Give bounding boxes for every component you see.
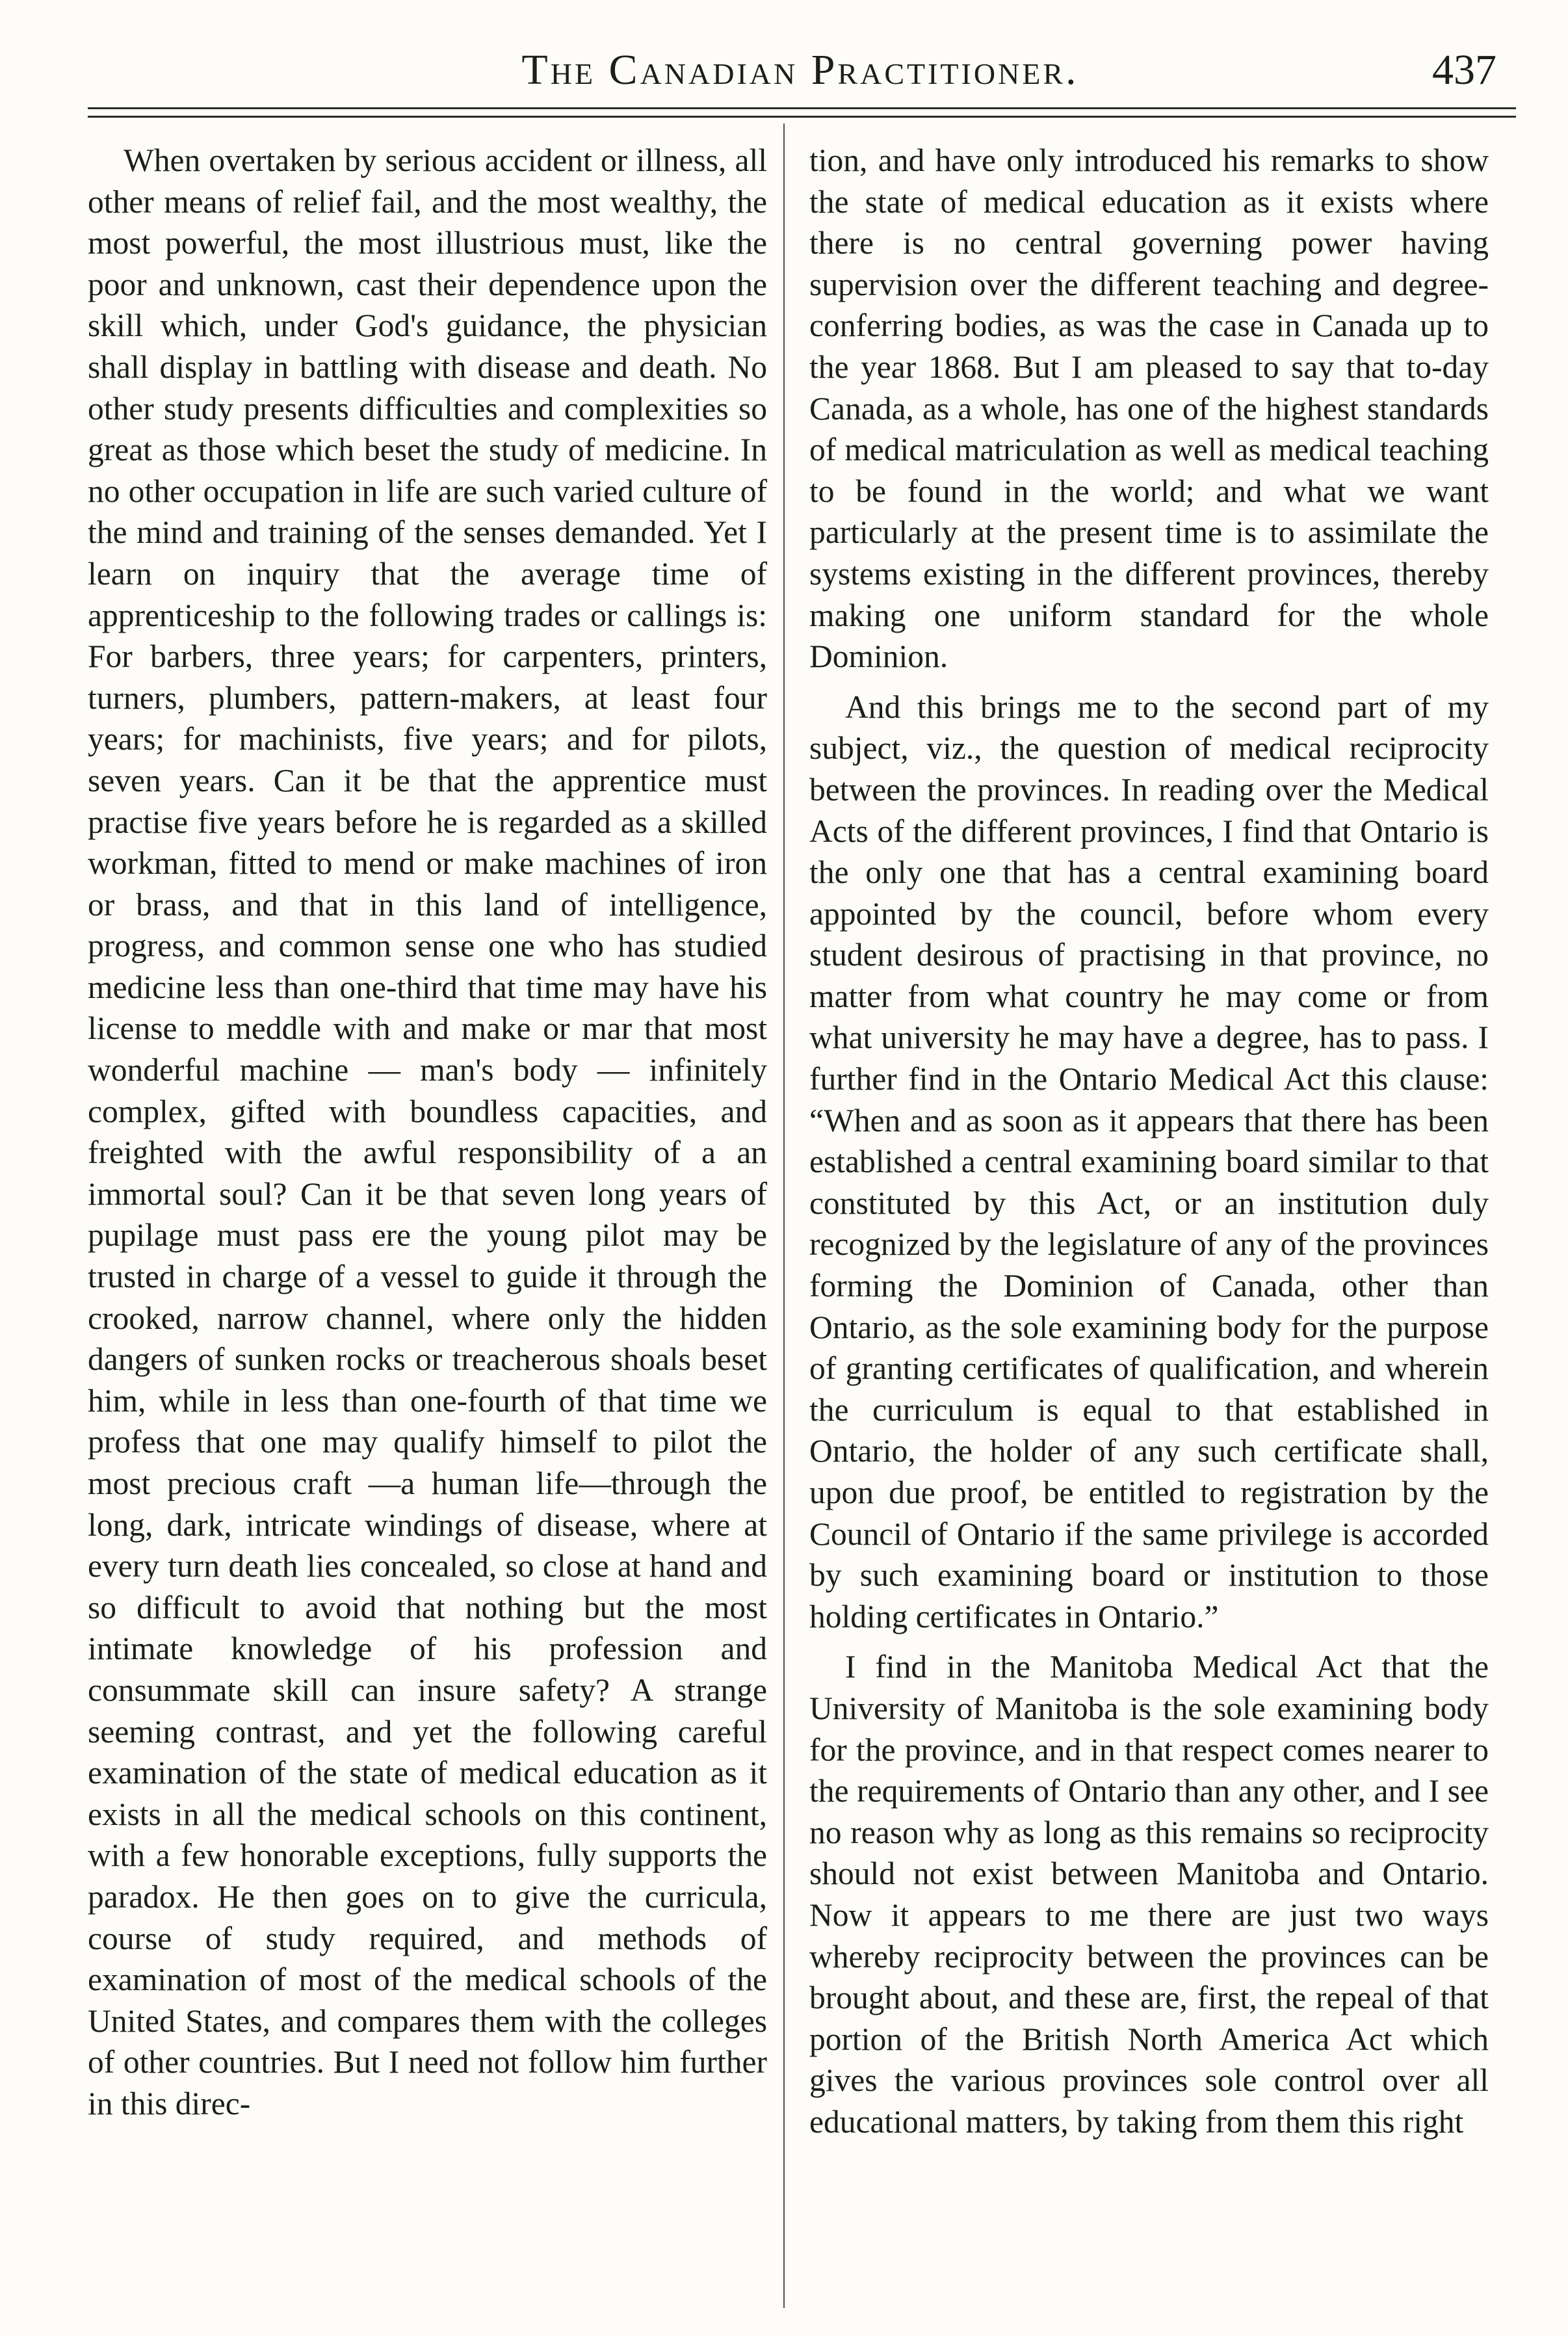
right-paragraph-3: I find in the Manitoba Medical Act that the University of Manitoba is the sole examining body for the province, and in that respect comes nearer to the requirements of Ontario than any other, and I see no reason why as long as this remains so reciprocity should not exist between Manitoba and Ontario. Now it appears to me there are just two ways whereby reciprocity between the provinces can be brought about, and these are, first, the repeal of that portion of the British North America Act which gives the various provinces sole control over all educational matters, by taking from them this right <box>809 1649 1489 2140</box>
right-paragraph-1: tion, and have only introduced his remarks to show the state of medical education as it exists where there is no central governing power having supervision over the different teaching and degree-conferring bodies, as was the case in Canada up to the year 1868. But I am pleased to say that to-day Canada, as a whole, has one of the highest standards of medical matriculation as well as medical teaching to be found in the world; and what we want particularly at the present time is to assimilate the systems existing in the different provinces, thereby making one uniform standard for the whole Dominion. <box>809 142 1489 675</box>
header-rule-bottom <box>88 116 1516 118</box>
page-header <box>85 39 1516 111</box>
left-column <box>88 140 767 2125</box>
page-number: 437 <box>1432 46 1496 94</box>
column-divider <box>783 124 785 2308</box>
header-rule-top <box>88 107 1516 109</box>
left-paragraph-1: When overtaken by serious accident or illness, all other means of relief fail, and the most wealthy, the most powerful, the most illustrious must, like the poor and unknown, cast their dependence upon the skill which, under God's guidance, the physician shall display in battling with disease and death. No other study presents difficulties and complexities so great as those which beset the study of medicine. In no other occupation in life are such varied culture of the mind and training of the senses demanded. Yet I learn on inquiry that the average time of apprenticeship to the following trades or callings is: For barbers, three years; for carpenters, printers, turners, plumbers, pattern-makers, at least four years; for machinists, five years; and for pilots, seven years. Can it be that the apprentice must practise five years before he is regarded as a skilled workman, fitted to mend or make machines of iron or brass, and that in this land of intelligence, progress, and common sense one who has studied medicine less than one-third that time may have his license to meddle with and make or mar that most wonderful machine — man's body — infinitely complex, gifted with boundless capacities, and freighted with the awful responsibility of a an immortal soul? Can it be that seven long years of pupilage must pass ere the young pilot may be trusted in charge of a vessel to guide it through the crooked, narrow channel, where only the hidden dangers of sunken rocks or treacherous shoals beset him, while in less than one-fourth of that time we profess that one may qualify himself to pilot the most precious craft —a human life—through the long, dark, intricate windings of disease, where at every turn death lies concealed, so close at hand and so difficult to avoid that nothing but the most intimate knowledge of his profession and consummate skill can insure safety? A strange seeming contrast, and yet the following careful examination of the state of medical education as it exists in all the medical schools on this continent, with a few honorable exceptions, fully supports the paradox. He then goes on to give the curricula, course of study required, and methods of examination of most of the medical schools of the United States, and compares them with the colleges of other countries. But I need not follow him further in this direc- <box>88 142 767 2121</box>
running-title: The Canadian Practitioner. <box>521 46 1079 94</box>
right-column <box>809 140 1489 2143</box>
right-paragraph-2: And this brings me to the second part of my subject, viz., the question of medical reciprocity between the provinces. In reading over the Medical Acts of the different provinces, I find that Ontario is the only one that has a central examining board appointed by the council, before whom every student desirous of practising in that province, no matter from what country he may come or from what university he may have a degree, has to pass. I further find in the Ontario Medical Act this clause: “When and as soon as it appears that there has been established a central examining board similar to that constituted by this Act, or an institution duly recognized by the legislature of any of the provinces forming the Dominion of Canada, other than Ontario, as the sole examining body for the purpose of granting certificates of qualification, and wherein the curriculum is equal to that established in Ontario, the holder of any such certificate shall, upon due proof, be entitled to registration by the Council of Ontario if the same privilege is accorded by such examining board or institution to those holding certificates in Ontario.” <box>809 689 1489 1634</box>
